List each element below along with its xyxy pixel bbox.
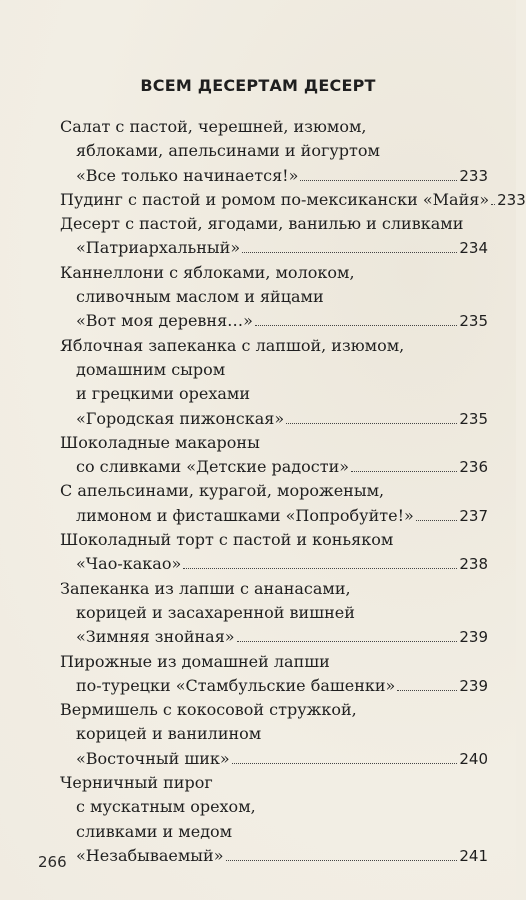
toc-entry-text: сливками и медом — [76, 821, 233, 841]
toc-entry-line — [60, 309, 488, 333]
dot-leader — [237, 640, 458, 642]
toc-entry-line — [60, 479, 488, 503]
toc-entry — [60, 528, 488, 577]
dot-leader — [183, 567, 457, 569]
dot-leader — [491, 203, 495, 205]
toc-entry — [60, 334, 488, 431]
toc-entry-line — [60, 674, 488, 698]
toc-entry-text: Десерт с пастой, ягодами, ванилью и сливками — [60, 214, 464, 234]
toc-page-number: 239 — [459, 628, 488, 647]
toc-entry-text: Пудинг с пастой и ромом по-мексикански «Майя» — [60, 189, 490, 209]
toc-entry-line — [60, 698, 488, 722]
toc-entry-line — [60, 747, 488, 771]
toc-entry-text: Пирожные из домашней лапши — [60, 651, 330, 671]
toc-entry-line — [60, 504, 488, 528]
dot-leader — [286, 422, 457, 424]
toc-entry-text: домашним сыром — [76, 359, 226, 379]
toc-entry-line — [60, 722, 488, 746]
toc-entry-text: «Незабываемый» — [76, 845, 224, 865]
toc-entry-line — [60, 431, 488, 455]
dot-leader — [226, 859, 458, 861]
toc-entry — [60, 771, 488, 868]
toc-entry-line — [60, 358, 488, 382]
toc-entry-text: лимоном и фисташками «Попробуйте!» — [76, 505, 414, 525]
toc-entry-line — [60, 552, 488, 576]
toc-page-number: 235 — [459, 409, 488, 428]
toc-entry-text: «Патриархальный» — [76, 238, 241, 258]
toc-entry — [60, 577, 488, 650]
toc-page-number: 237 — [459, 506, 488, 525]
toc-entry-text: Черничный пирог — [60, 773, 213, 793]
toc-entry-line — [60, 285, 488, 309]
toc-page-number: 240 — [459, 749, 488, 768]
toc-entry-line — [60, 139, 488, 163]
dot-leader — [255, 324, 457, 326]
toc-entry-text: корицей и ванилином — [76, 724, 262, 744]
toc-entry-text: Салат с пастой, черешней, изюмом, — [60, 117, 367, 136]
page-number: 266 — [38, 853, 67, 871]
toc-entry-text: Шоколадный торт с пастой и коньяком — [60, 530, 394, 550]
toc-entry-line — [60, 212, 488, 236]
toc-entry-line — [60, 577, 488, 601]
toc-entry — [60, 479, 488, 528]
toc-page-number: 238 — [459, 555, 488, 574]
toc-entry-text: «Все только начинается!» — [76, 165, 299, 185]
toc-entry-text: с мускатным орехом, — [76, 797, 256, 817]
toc-entry-line — [60, 115, 488, 139]
toc-entry — [60, 431, 488, 480]
toc-entry-line — [60, 601, 488, 625]
toc-entry-text: сливочным маслом и яйцами — [76, 287, 324, 307]
toc-entry-line — [60, 625, 488, 649]
dot-leader — [242, 251, 457, 253]
toc-entry-line — [60, 164, 488, 188]
toc-entry-text: Запеканка из лапши с ананасами, — [60, 578, 351, 598]
toc-entry-text: по-турецки «Стамбульские башенки» — [76, 675, 396, 695]
toc-page-number: 233 — [459, 166, 488, 185]
toc-entry-line — [60, 188, 526, 212]
toc-entry — [60, 698, 488, 771]
toc-page-number: 241 — [459, 846, 488, 865]
dot-leader — [397, 689, 457, 691]
toc-entry-text: со сливками «Детские радости» — [76, 457, 350, 477]
toc-entry-line — [60, 795, 488, 819]
toc-entry-line — [60, 528, 488, 552]
toc-entry-line — [60, 844, 488, 868]
toc-entry-text: Каннеллони с яблоками, молоком, — [60, 262, 355, 282]
table-of-contents — [60, 115, 526, 868]
toc-entry-line — [60, 261, 488, 285]
dot-leader — [300, 179, 457, 181]
toc-entry-text: Яблочная запеканка с лапшой, изюмом, — [60, 335, 405, 355]
toc-entry-text: Шоколадные макароны — [60, 432, 260, 452]
dot-leader — [351, 470, 457, 472]
toc-entry-text: «Вот моя деревня…» — [76, 311, 253, 331]
toc-entry-line — [60, 382, 488, 406]
dot-leader — [416, 519, 458, 521]
toc-entry-text: «Зимняя знойная» — [76, 627, 235, 647]
toc-entry — [60, 188, 526, 212]
toc-entry-text: С апельсинами, курагой, мороженым, — [60, 481, 385, 501]
toc-page-number: 233 — [497, 190, 526, 209]
toc-page-number: 239 — [459, 676, 488, 695]
toc-entry-line — [60, 820, 488, 844]
toc-entry-text: Вермишель с кокосовой стружкой, — [60, 700, 357, 720]
dot-leader — [232, 762, 458, 764]
toc-entry — [60, 115, 488, 188]
toc-entry-line — [60, 407, 488, 431]
toc-entry-line — [60, 236, 488, 260]
toc-entry-text: яблоками, апельсинами и йогуртом — [76, 141, 380, 161]
toc-entry-text: корицей и засахаренной вишней — [76, 602, 355, 622]
toc-page-number: 236 — [459, 458, 488, 477]
toc-entry — [60, 650, 488, 699]
toc-entry-line — [60, 771, 488, 795]
toc-entry — [60, 261, 488, 334]
toc-entry-text: «Городская пижонская» — [76, 408, 285, 428]
toc-entry-text: и грецкими орехами — [76, 384, 251, 404]
toc-page-number: 234 — [459, 239, 488, 258]
section-title: ВСЕМ ДЕСЕРТАМ ДЕСЕРТ — [140, 76, 376, 95]
toc-entry-text: «Чао-какао» — [76, 554, 182, 574]
toc-entry-line — [60, 455, 488, 479]
toc-entry — [60, 212, 488, 261]
toc-entry-line — [60, 334, 488, 358]
toc-entry-text: «Восточный шик» — [76, 748, 230, 768]
toc-page-number: 235 — [459, 312, 488, 331]
toc-entry-line — [60, 650, 488, 674]
